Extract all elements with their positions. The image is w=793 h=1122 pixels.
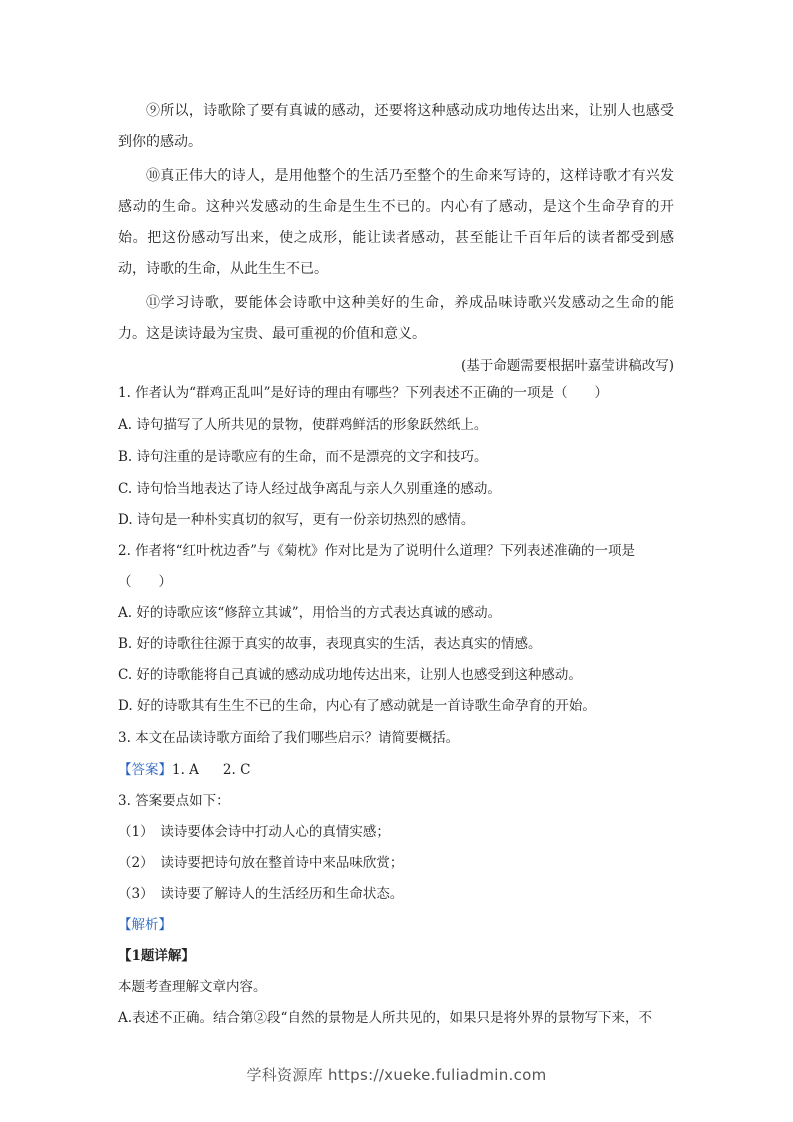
question-2-stem: 2. 作者将“红叶枕边香”与《菊枕》作对比是为了说明什么道理？下列表述准确的一项是 <box>118 543 635 559</box>
paragraph-11: ⑪学习诗歌，要能体会诗歌中这种美好的生命，养成品味诗歌兴发感动之生命的能力。这是读诗最为宝贵、最可重视的价值和意义。 <box>118 295 674 342</box>
answer-3-intro: 3. 答案要点如下： <box>118 793 230 809</box>
source-note: (基于命题需要根据叶嘉莹讲稿改写) <box>460 358 674 374</box>
analysis-line-2: A.表述不正确。结合第②段“自然的景物是人所共见的，如果只是将外界的景物写下来，不 <box>118 1010 652 1026</box>
question-2-option-d: D. 好的诗歌其有生生不已的生命，内心有了感动就是一首诗歌生命孕育的开始。 <box>118 698 596 714</box>
question-2-option-c: C. 好的诗歌能将自己真诚的感动成功地传达出来，让别人也感受到这种感动。 <box>118 667 582 683</box>
passage <box>118 96 674 350</box>
answer-point-2: （2） 读诗要把诗句放在整首诗中来品味欣赏； <box>118 855 404 871</box>
question-1-option-d: D. 诗句是一种朴实真切的叙写，更有一份亲切热烈的感情。 <box>118 512 475 528</box>
analysis-subtag: 【1题详解】 <box>118 948 195 964</box>
question-1-option-c: C. 诗句恰当地表达了诗人经过战争离乱与亲人久别重逢的感动。 <box>118 481 501 497</box>
answer-2: 2. C <box>222 762 251 778</box>
question-1-option-a: A. 诗句描写了人所共见的景物，使群鸡鲜活的形象跃然纸上。 <box>118 417 488 433</box>
question-3-stem: 3. 本文在品读诗歌方面给了我们哪些启示？请简要概括。 <box>118 730 460 746</box>
analysis-line-1: 本题考查理解文章内容。 <box>118 979 267 995</box>
answer-1: 1. A <box>172 762 199 778</box>
analysis-tag: 【解析】 <box>118 917 172 933</box>
question-1-stem: 1. 作者认为“群鸡正乱叫”是好诗的理由有哪些？下列表述不正确的一项是（ ） <box>118 385 608 401</box>
answer-point-1: （1） 读诗要体会诗中打动人心的真情实感； <box>118 824 390 840</box>
question-2-stem-bracket: （ ） <box>118 574 172 590</box>
paragraph-10: ⑩真正伟大的诗人，是用他整个的生活乃至整个的生命来写诗的，这样诗歌才有兴发感动的生命。这种兴发感动的生命是生生不已的。内心有了感动，是这个生命孕育的开始。把这份感动写出来，使之成形，能让读者感动，甚至能让千百年后的读者都受到感动，诗歌的生命，从此生生不已。 <box>118 168 674 277</box>
footer-watermark: 学科资源库 https://xueke.fuliadmin.com <box>246 1066 547 1084</box>
question-2-option-a: A. 好的诗歌应该“修辞立其诚”，用恰当的方式表达真诚的感动。 <box>118 605 502 621</box>
answer-line <box>118 762 250 778</box>
question-2-option-b: B. 好的诗歌往往源于真实的故事，表现真实的生活，表达真实的情感。 <box>118 636 542 652</box>
question-1-option-b: B. 诗句注重的是诗歌应有的生命，而不是漂亮的文字和技巧。 <box>118 449 488 465</box>
paragraph-9: ⑨所以，诗歌除了要有真诚的感动，还要将这种感动成功地传达出来，让别人也感受到你的感动。 <box>118 103 674 150</box>
answer-tag: 【答案】 <box>118 762 172 778</box>
answer-point-3: （3） 读诗要了解诗人的生活经历和生命状态。 <box>118 886 404 902</box>
